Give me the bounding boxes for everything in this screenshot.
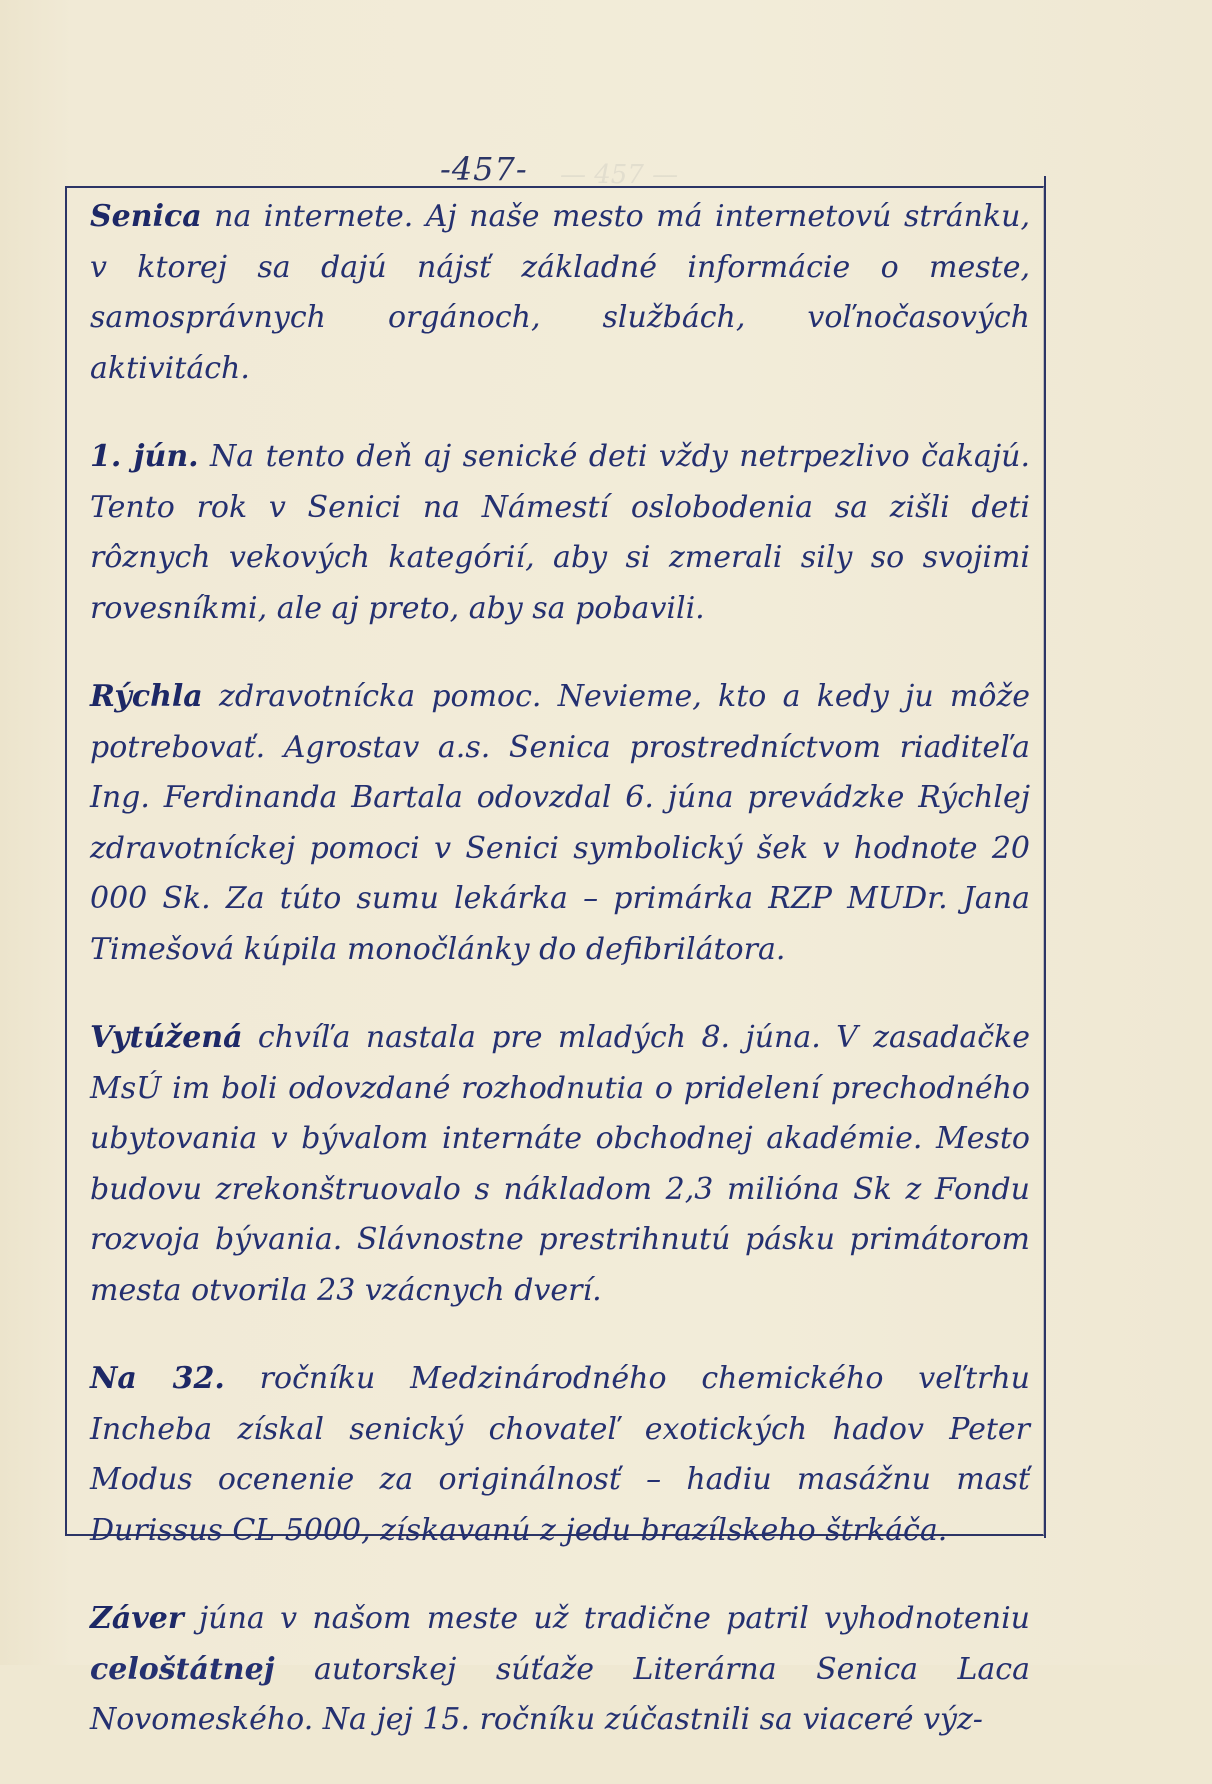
paragraph-body: ročníku Medzinárodného chemického veľtrhu Incheba získal senický chovateľ exotických hadov Peter Modus ocenenie za originálnosť – hadiu masážnu masť Durissus CL 5000, získavanú z jedu brazílskeho štrkáča. bbox=[90, 1361, 1031, 1548]
paragraph-body-continued: autorskej súťaže Literárna Senica Laca Novomeského. Na jej 15. ročníku zúčastnili sa viaceré výz- bbox=[90, 1651, 1030, 1737]
paragraph-lead: Vytúžená bbox=[90, 1020, 243, 1055]
paragraph-housing bbox=[90, 1013, 1030, 1316]
show-through-text: — 457 — bbox=[560, 160, 679, 190]
paragraph-june-first bbox=[90, 432, 1030, 634]
paragraph-lead: Rýchla bbox=[90, 679, 203, 714]
page-number: -457- bbox=[440, 150, 528, 188]
paragraph-literarna-senica bbox=[90, 1594, 1030, 1746]
paragraph-body: chvíľa nastala pre mladých 8. júna. V zasadačke MsÚ im boli odovzdané rozhodnutia o pridelení prechodného ubytovania v bývalom internáte obchodnej akadémie. Mesto budovu zrekonštruovalo s nákladom 2,3 milióna Sk z Fondu rozvoja bývania. Slávnostne prestrihnutú pásku primátorom mesta otvorila 23 vzácnych dverí. bbox=[90, 1020, 1030, 1308]
paragraph-lead: 1. jún. bbox=[90, 439, 199, 474]
paragraph-lead: Záver bbox=[90, 1601, 184, 1636]
paragraph-senica-internet bbox=[90, 192, 1030, 394]
chronicle-text bbox=[90, 192, 1030, 1784]
paragraph-body: Na tento deň aj senické deti vždy netrpezlivo čakajú. Tento rok v Senici na Námestí oslobodenia sa zišli deti rôznych vekových kategórií, aby si zmerali sily so svojimi rovesníkmi, ale aj preto, aby sa pobavili. bbox=[90, 439, 1031, 626]
paragraph-emphasis: celoštátnej bbox=[90, 1651, 275, 1687]
paragraph-lead: Senica bbox=[90, 199, 202, 234]
paragraph-body: júna v našom meste už tradične patril vyhodnoteniu bbox=[183, 1601, 1030, 1636]
frame-right-rule bbox=[1044, 176, 1046, 1538]
paragraph-ambulance bbox=[90, 672, 1030, 975]
paragraph-lead: Na 32. bbox=[90, 1361, 225, 1396]
paragraph-body: na internete. Aj naše mesto má internetovú stránku, v ktorej sa dajú nájsť základné informácie o meste, samosprávnych orgánoch, službách, voľnočasových aktivitách. bbox=[90, 199, 1030, 386]
paragraph-body: zdravotnícka pomoc. Nevieme, kto a kedy ju môže potrebovať. Agrostav a.s. Senica prostredníctvom riaditeľa Ing. Ferdinanda Bartala odovzdal 6. júna prevádzke Rýchlej zdravotníckej pomoci v Senici symbolický šek v hodnote 20 000 Sk. Za túto sumu lekárka – primárka RZP MUDr. Jana Timešová kúpila monočlánky do defibrilátora. bbox=[90, 679, 1030, 967]
paragraph-incheba bbox=[90, 1354, 1030, 1556]
